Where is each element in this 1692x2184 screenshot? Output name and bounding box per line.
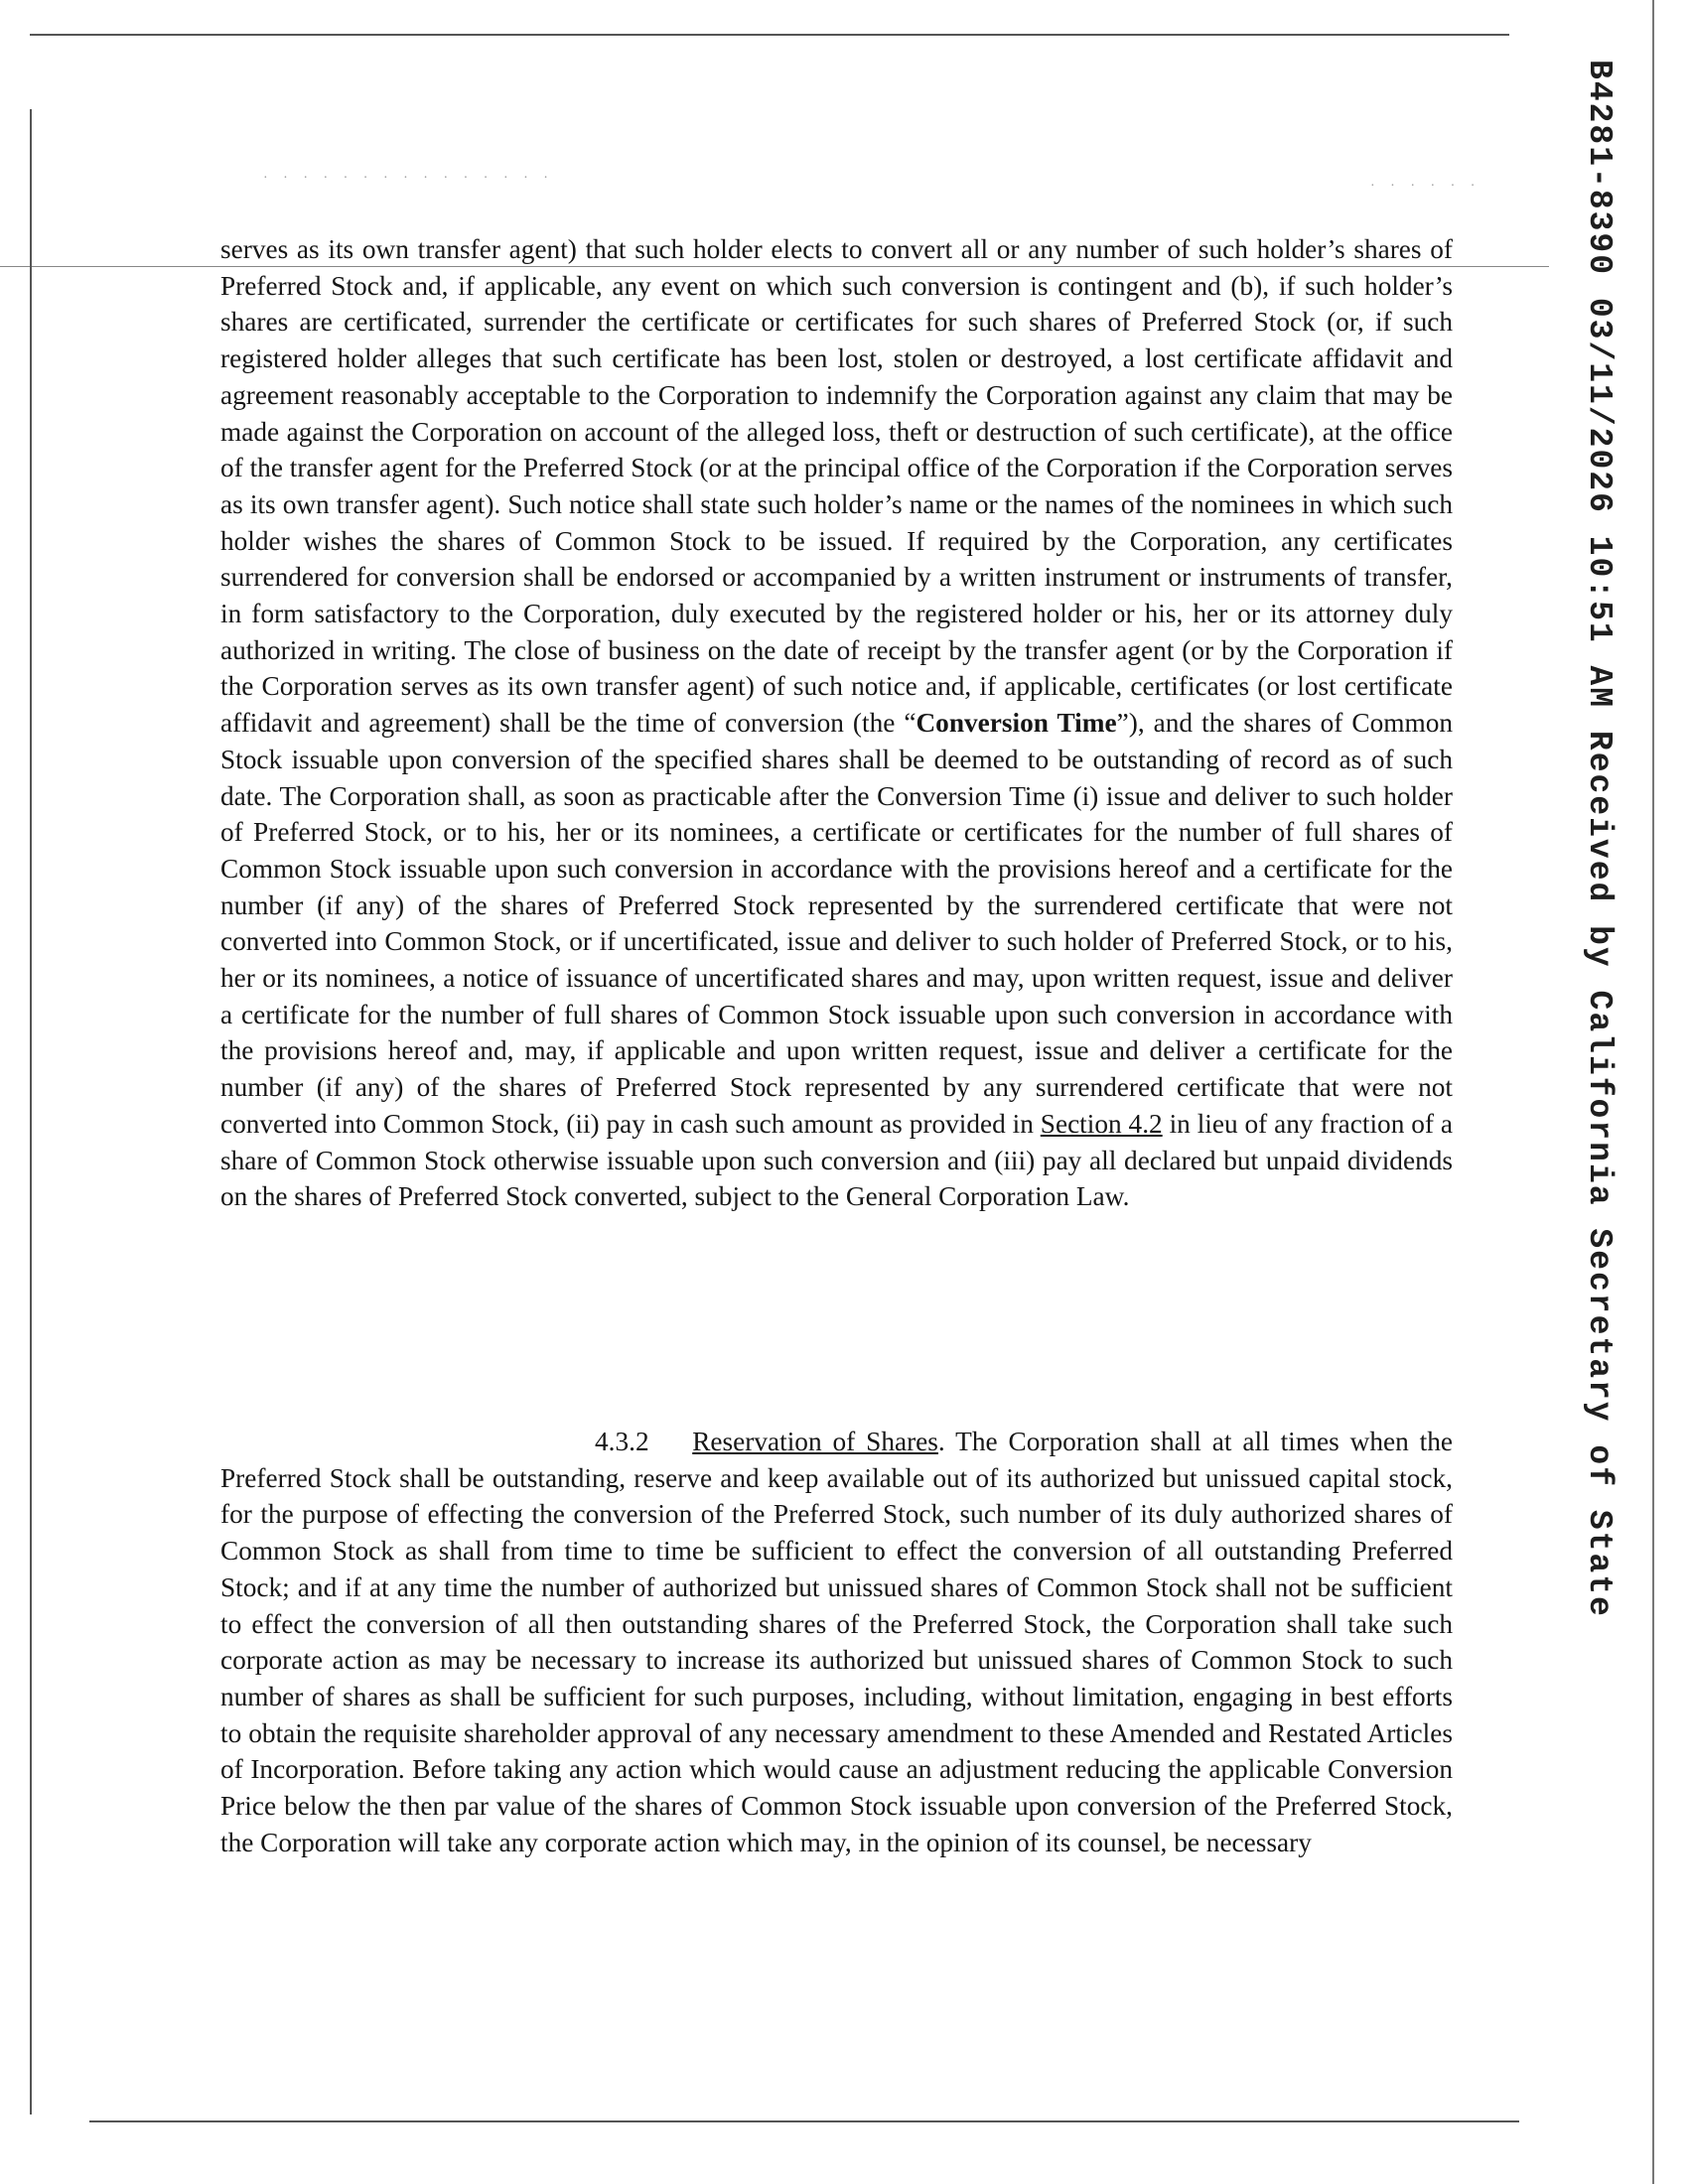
bottom-rule [89, 2120, 1519, 2122]
paragraph-text-part-a: serves as its own transfer agent) that such holder elects to convert all or any number of such holder’s shares of Preferred Stock and, if applicable, any event on which such conversion is contingent and (b), if such holder’s shares are certificated, surrender the certificate or certificates for such shares of Preferred Stock (or, if such registered holder alleges that such certificate has been lost, stolen or destroyed, a lost certificate affidavit and agreement reasonably acceptable to the Corporation to indemnify the Corporation against any claim that may be made against the Corporation on account of the alleged loss, theft or destruction of such certificate), at the office of the transfer agent for the Preferred Stock (or at the principal office of the Corporation if the Corporation serves as its own transfer agent). Such notice shall state such holder’s name or the names of the nominees in which such holder wishes the shares of Common Stock to be issued. If required by the Corporation, any certificates surrendered for conversion shall be endorsed or accompanied by a written instrument or instruments of transfer, in form satisfactory to the Corporation, duly executed by the registered holder or his, her or its attorney duly authorized in writing. The close of business on the date of receipt by the transfer agent (or by the Corporation if the Corporation serves as its own transfer agent) of such notice and, if applicable, certificates (or lost certificate affidavit and agreement) shall be the time of conversion (the “ [220, 234, 1453, 739]
reservation-body-text: . The Corporation shall at all times when the Preferred Stock shall be outstanding, reserve and keep available out of its authorized but unissued capital stock, for the purpose of effecting the conversion of the Preferred Stock, such number of its duly authorized shares of Common Stock as shall from time to time be sufficient to effect the conversion of all outstanding Preferred Stock; and if at any time the number of authorized but unissued shares of Common Stock shall not be sufficient to effect the conversion of all then outstanding shares of the Preferred Stock, the Corporation shall take such corporate action as may be necessary to increase its authorized but unissued shares of Common Stock to such number of shares as shall be sufficient for such purposes, including, without limitation, engaging in best efforts to obtain the requisite shareholder approval of any necessary amendment to these Amended and Restated Articles of Incorporation. Before taking any action which would cause an adjustment reducing the applicable Conversion Price below the then par value of the shares of Common Stock issuable upon conversion of the Preferred Stock, the Corporation will take any corporate action which may, in the opinion of its counsel, be necessary [220, 1427, 1453, 1857]
section-number: 4.3.2 [595, 1427, 649, 1456]
paragraph-text-part-c: in lieu of any fraction of a share of Common Stock otherwise issuable upon such conversion and (iii) pay all declared but unpaid dividends on the shares of Preferred Stock converted, subject to the General Corporation Law. [220, 1108, 1453, 1212]
scan-noise-dots-right: · · · · · · [1370, 179, 1481, 194]
top-rule [30, 34, 1509, 36]
conversion-procedure-paragraph [220, 231, 1453, 1215]
paragraph-text-part-b: ”), and the shares of Common Stock issuable upon conversion of the specified shares shall be deemed to be outstanding of record as of such date. The Corporation shall, as soon as practicable after the Conversion Time (i) issue and deliver to such holder of Preferred Stock, or to his, her or its nominees, a certificate or certificates for the number of full shares of Common Stock issuable upon such conversion in accordance with the provisions hereof and a certificate for the number (if any) of the shares of Preferred Stock represented by the surrendered certificate that were not converted into Common Stock, or if uncertificated, issue and deliver to such holder of Preferred Stock, or to his, her or its nominees, a notice of issuance of uncertificated shares and may, upon written request, issue and deliver a certificate for the number of full shares of Common Stock issuable upon such conversion in accordance with the provisions hereof and, may, if applicable and upon written request, issue and deliver a certificate for the number (if any) of the shares of Preferred Stock represented by any surrendered certificate that were not converted into Common Stock, (ii) pay in cash such amount as provided in [220, 708, 1454, 1139]
defined-term-conversion-time: Conversion Time [916, 708, 1117, 739]
reservation-of-shares-paragraph [220, 1424, 1453, 1860]
scan-noise-dots: · · · · · · · · · · · · · · · [263, 171, 554, 186]
section-heading: Reservation of Shares [692, 1427, 938, 1456]
left-margin-rule [30, 109, 32, 2115]
section-reference-link[interactable]: Section 4.2 [1040, 1108, 1163, 1139]
filing-stamp: B4281-8390 03/11/2026 10:51 AM Received by California Secretary of State [1581, 60, 1618, 1618]
right-margin-rule [1652, 0, 1654, 2184]
